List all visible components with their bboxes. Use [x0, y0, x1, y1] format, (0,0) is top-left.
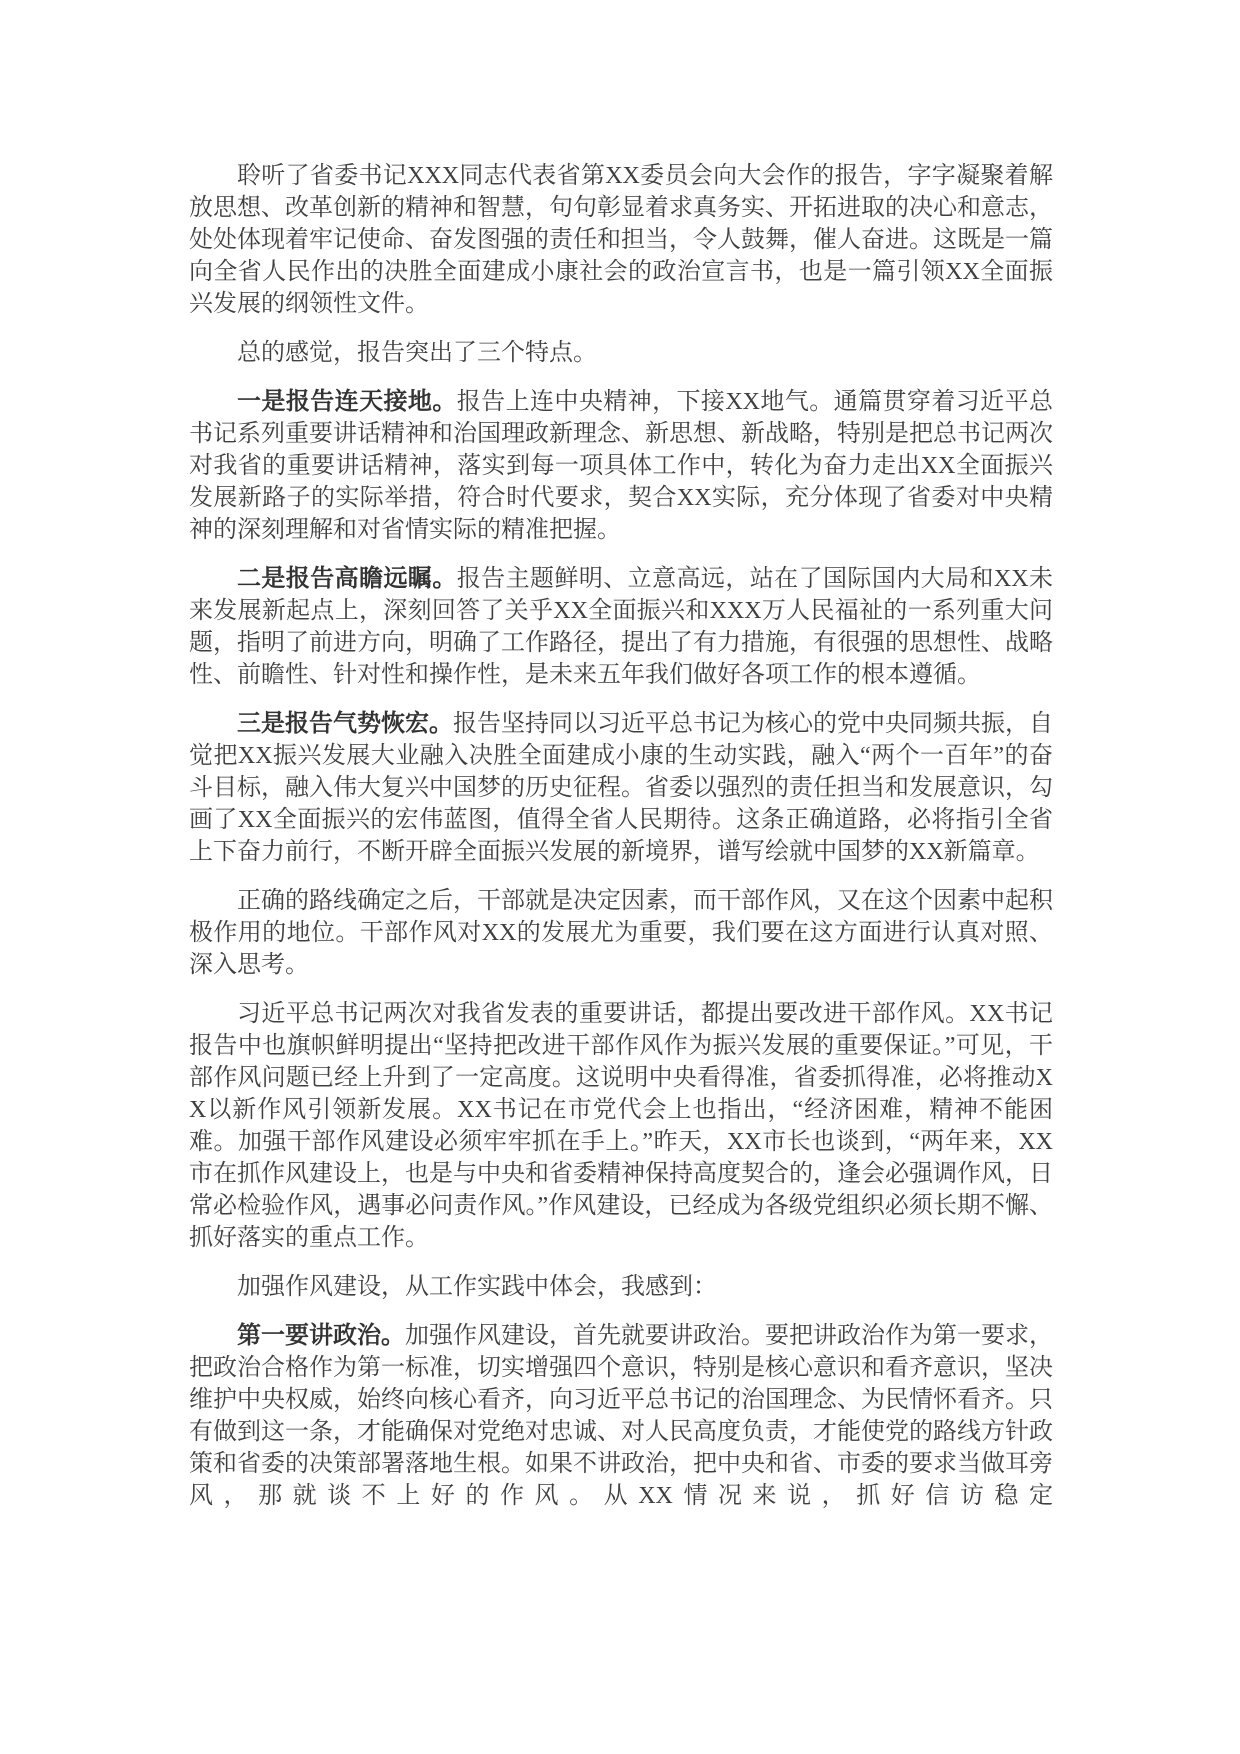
- paragraph-lead: 二是报告高瞻远瞩。: [237, 566, 457, 592]
- paragraph: 加强作风建设，从工作实践中体会，我感到：: [237, 1274, 717, 1300]
- paragraph-lead: 一是报告连天接地。: [237, 389, 457, 415]
- paragraph: 一是报告连天接地。报告上连中央精神，下接XX地气。通篇贯穿着习近平总书记系列重要讲话精神和治国理政新理念、新思想、新战略，特别是把总书记两次对我省的重要讲话精神，落实到每一项具体工作中，转化为奋力走出XX全面振兴发展新路子的实际举措，符合时代要求，契合XX实际，充分体现了省委对中央精神的深刻理解和对省情实际的精准把握。: [189, 389, 1053, 543]
- paragraph: 总的感觉，报告突出了三个特点。: [237, 340, 597, 366]
- document-body: [189, 160, 1053, 1529]
- paragraph-lead: 三是报告气势恢宏。: [237, 711, 453, 737]
- paragraph: 三是报告气势恢宏。报告坚持同以习近平总书记为核心的党中央同频共振，自觉把XX振兴发展大业融入决胜全面建成小康的生动实践，融入“两个一百年”的奋斗目标，融入伟大复兴中国梦的历史征程。省委以强烈的责任担当和发展意识，勾画了XX全面振兴的宏伟蓝图，值得全省人民期待。这条正确道路，必将指引全省上下奋力前行，不断开辟全面振兴发展的新境界，谱写绘就中国梦的XX新篇章。: [189, 711, 1053, 865]
- paragraph: 习近平总书记两次对我省发表的重要讲话，都提出要改进干部作风。XX书记报告中也旗帜鲜明提出“坚持把改进干部作风作为振兴发展的重要保证。”可见，干部作风问题已经上升到了一定高度。这说明中央看得准，省委抓得准，必将推动XX以新作风引领新发展。XX书记在市党代会上也指出，“经济困难，精神不能困难。加强干部作风建设必须牢牢抓在手上。”昨天，XX市长也谈到，“两年来，XX市在抓作风建设上，也是与中央和省委精神保持高度契合的，逢会必强调作风，日常必检验作风，遇事必问责作风。”作风建设，已经成为各级党组织必须长期不懈、抓好落实的重点工作。: [189, 1001, 1053, 1251]
- paragraph: 第一要讲政治。加强作风建设，首先就要讲政治。要把讲政治作为第一要求，把政治合格作为第一标准，切实增强四个意识，特别是核心意识和看齐意识，坚决维护中央权威，始终向核心看齐，向习近平总书记的治国理念、为民情怀看齐。只有做到这一条，才能确保对党绝对忠诚、对人民高度负责，才能使党的路线方针政策和省委的决策部署落地生根。如果不讲政治，把中央和省、市委的要求当做耳旁风，那就谈不上好的作风。从XX情况来说，抓好信访稳定: [189, 1323, 1053, 1509]
- paragraph-lead: 第一要讲政治。: [237, 1323, 405, 1349]
- paragraph: 聆听了省委书记XXX同志代表省第XX委员会向大会作的报告，字字凝聚着解放思想、改革创新的精神和智慧，句句彰显着求真务实、开拓进取的决心和意志，处处体现着牢记使命、奋发图强的责任和担当，令人鼓舞，催人奋进。这既是一篇向全省人民作出的决胜全面建成小康社会的政治宣言书，也是一篇引领XX全面振兴发展的纲领性文件。: [189, 163, 1053, 317]
- paragraph: 二是报告高瞻远瞩。报告主题鲜明、立意高远，站在了国际国内大局和XX未来发展新起点上，深刻回答了关乎XX全面振兴和XXX万人民福祉的一系列重大问题，指明了前进方向，明确了工作路径，提出了有力措施，有很强的思想性、战略性、前瞻性、针对性和操作性，是未来五年我们做好各项工作的根本遵循。: [189, 566, 1053, 688]
- paragraph: 正确的路线确定之后，干部就是决定因素，而干部作风，又在这个因素中起积极作用的地位。干部作风对XX的发展尤为重要，我们要在这方面进行认真对照、深入思考。: [189, 888, 1053, 978]
